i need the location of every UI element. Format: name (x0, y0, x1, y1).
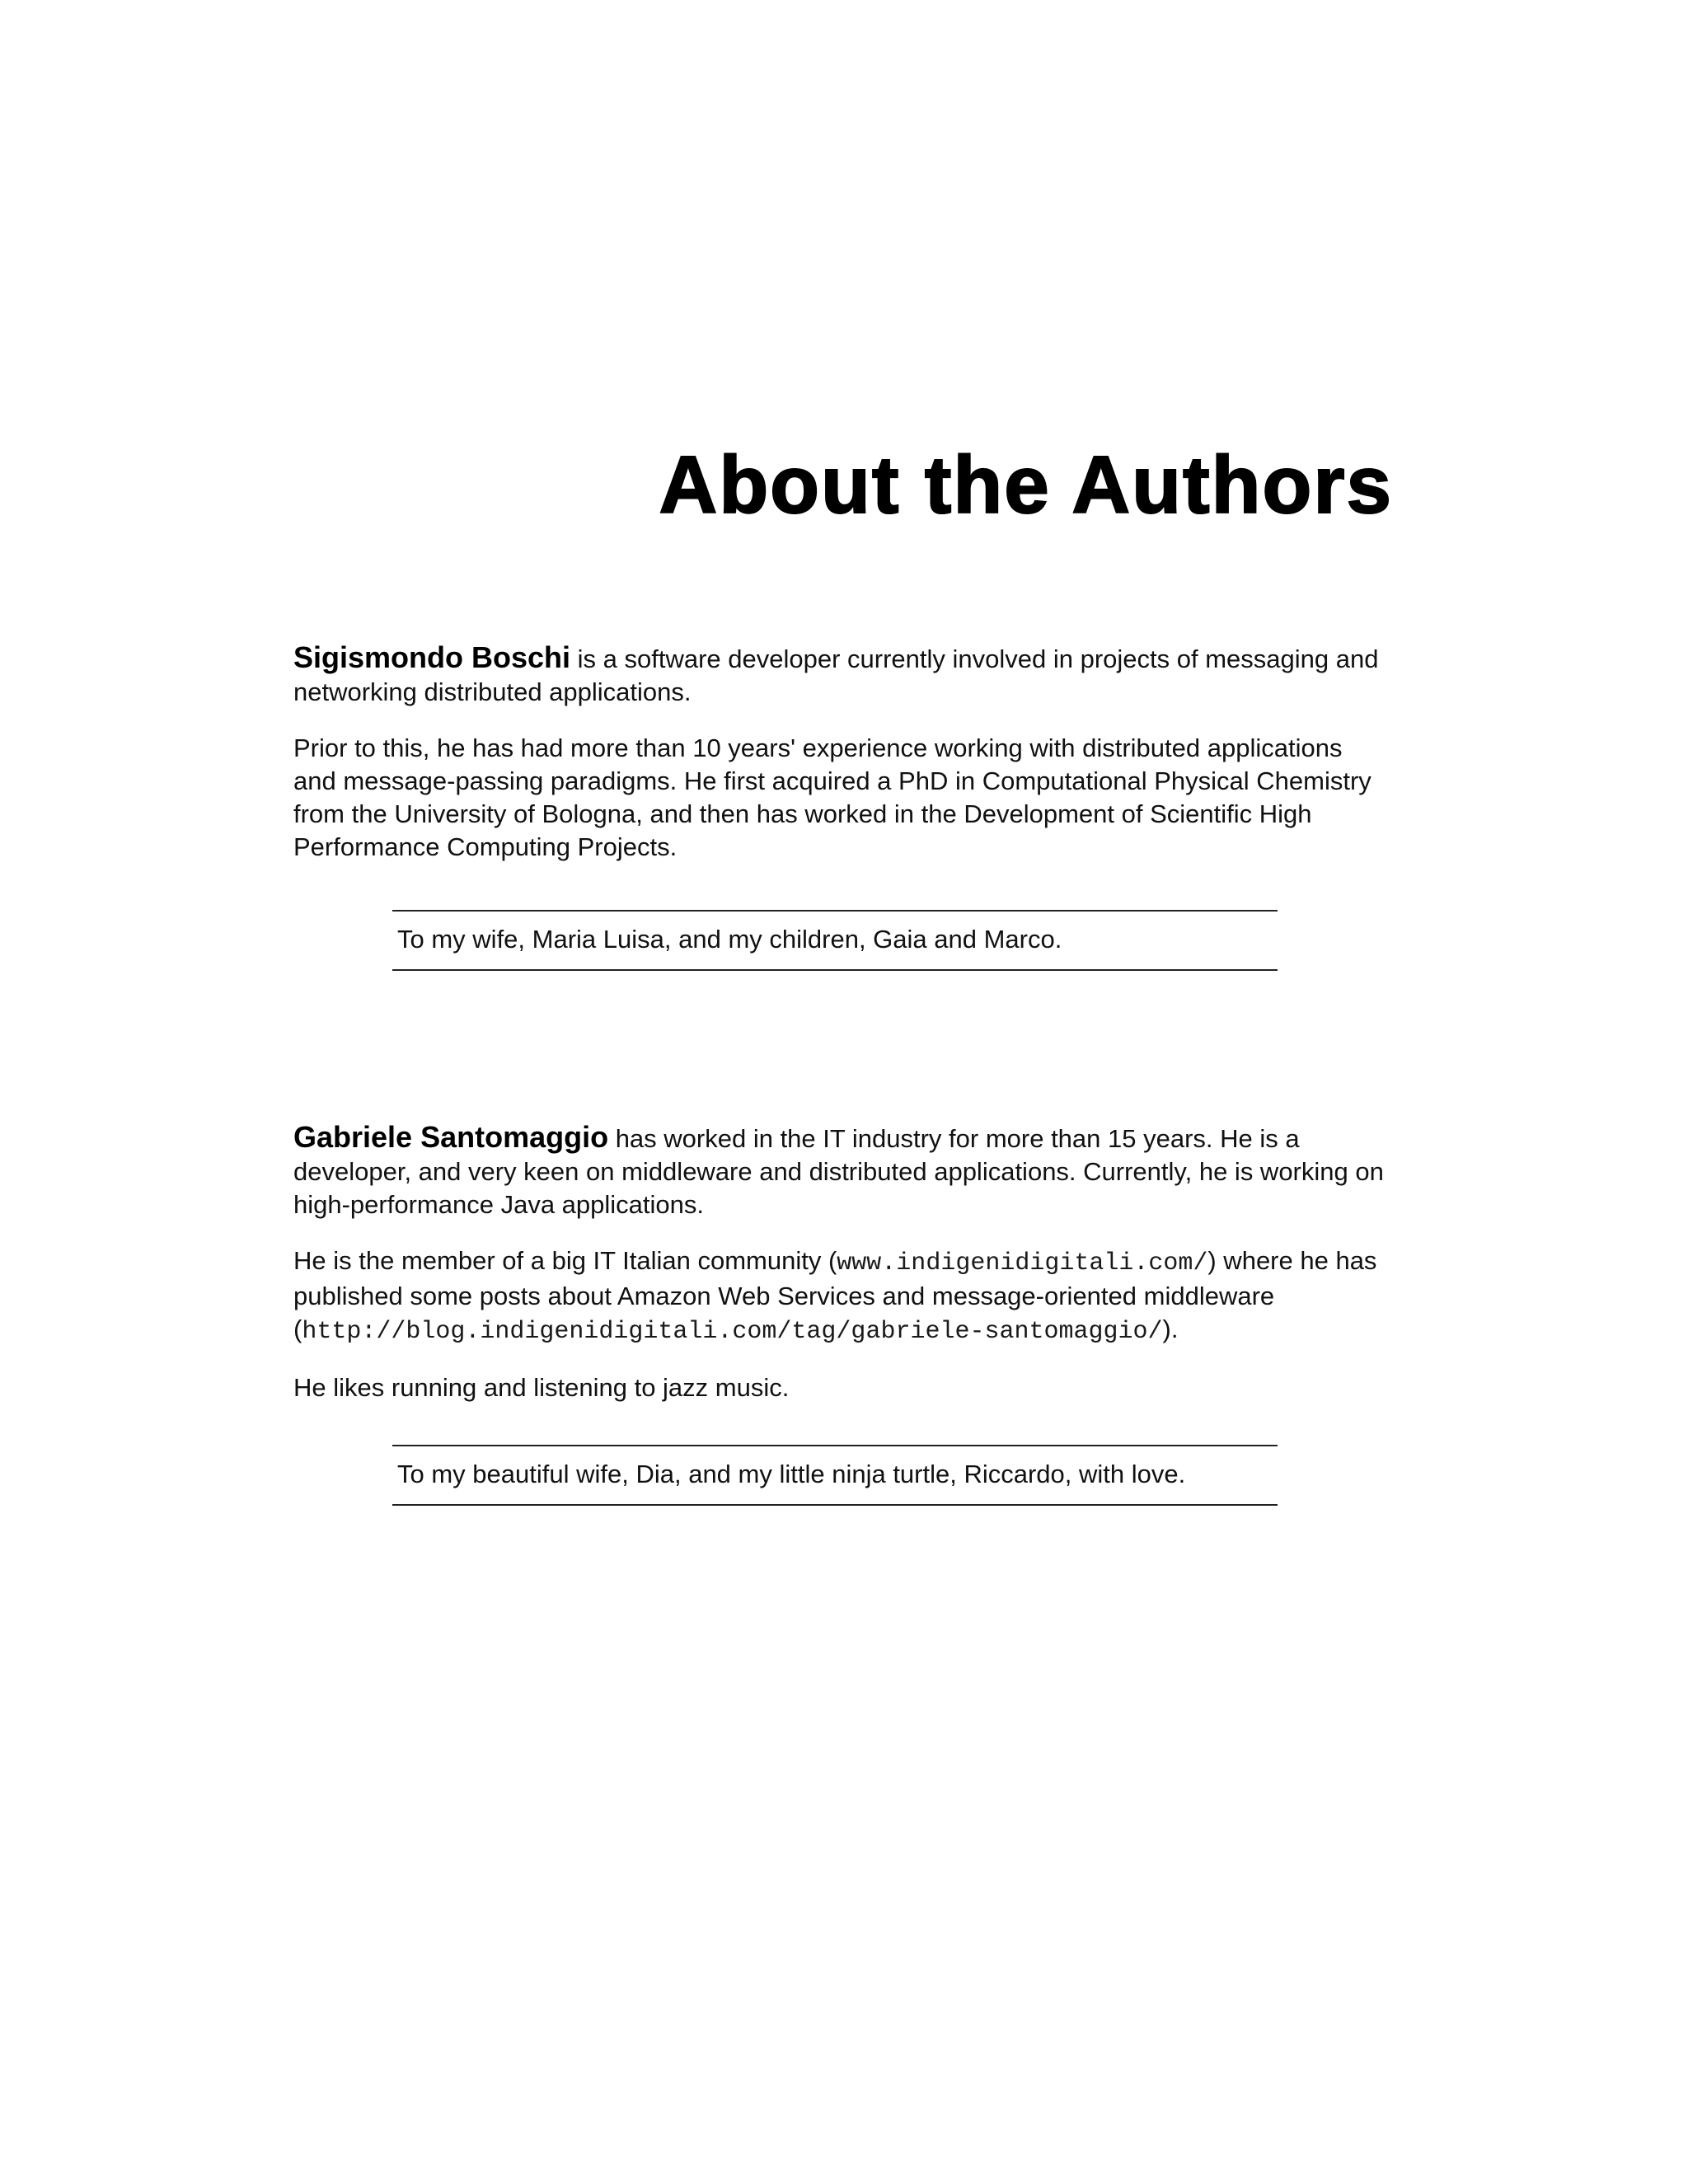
author-bio-santomaggio (293, 1121, 1390, 1404)
author-bio-boschi (293, 641, 1390, 864)
page-title: About the Authors (659, 439, 1393, 530)
community-url-link[interactable]: www.indigenidigitali.com/ (837, 1249, 1208, 1277)
author-name: Gabriele Santomaggio (293, 1120, 609, 1154)
bio-paragraph: He likes running and listening to jazz music. (293, 1373, 790, 1402)
bio-text: ). (1162, 1315, 1179, 1343)
bio-intro-text: has worked in the IT industry for more than 15 years. He is a developer, and very keen on middleware and distributed applications. Currently, he is working on high-performance Java applications. (293, 1124, 1384, 1219)
bio-text: ) where he has published some posts about Amazon Web Services and message-oriented middleware ( (293, 1246, 1377, 1343)
dedication-boschi: To my wife, Maria Luisa, and my children, Gaia and Marco. (392, 910, 1278, 971)
bio-paragraph (293, 641, 1390, 709)
dedication-santomaggio: To my beautiful wife, Dia, and my little ninja turtle, Riccardo, with love. (392, 1445, 1278, 1506)
blog-url-link[interactable]: http://blog.indigenidigitali.com/tag/gabriele-santomaggio/ (302, 1318, 1163, 1346)
bio-paragraph: Prior to this, he has had more than 10 years' experience working with distributed applications and message-passing paradigms. He first acquired a PhD in Computational Physical Chemistry from the University of Bologna, and then has worked in the Development of Scientific High Performance Computing Projects. (293, 733, 1372, 861)
bio-paragraph (293, 1121, 1390, 1221)
bio-paragraph (293, 1244, 1390, 1348)
bio-text: He is the member of a big IT Italian community ( (293, 1246, 837, 1275)
author-name: Sigismondo Boschi (293, 640, 571, 674)
bio-intro-text: is a software developer currently involved in projects of messaging and networking distributed applications. (293, 644, 1379, 706)
